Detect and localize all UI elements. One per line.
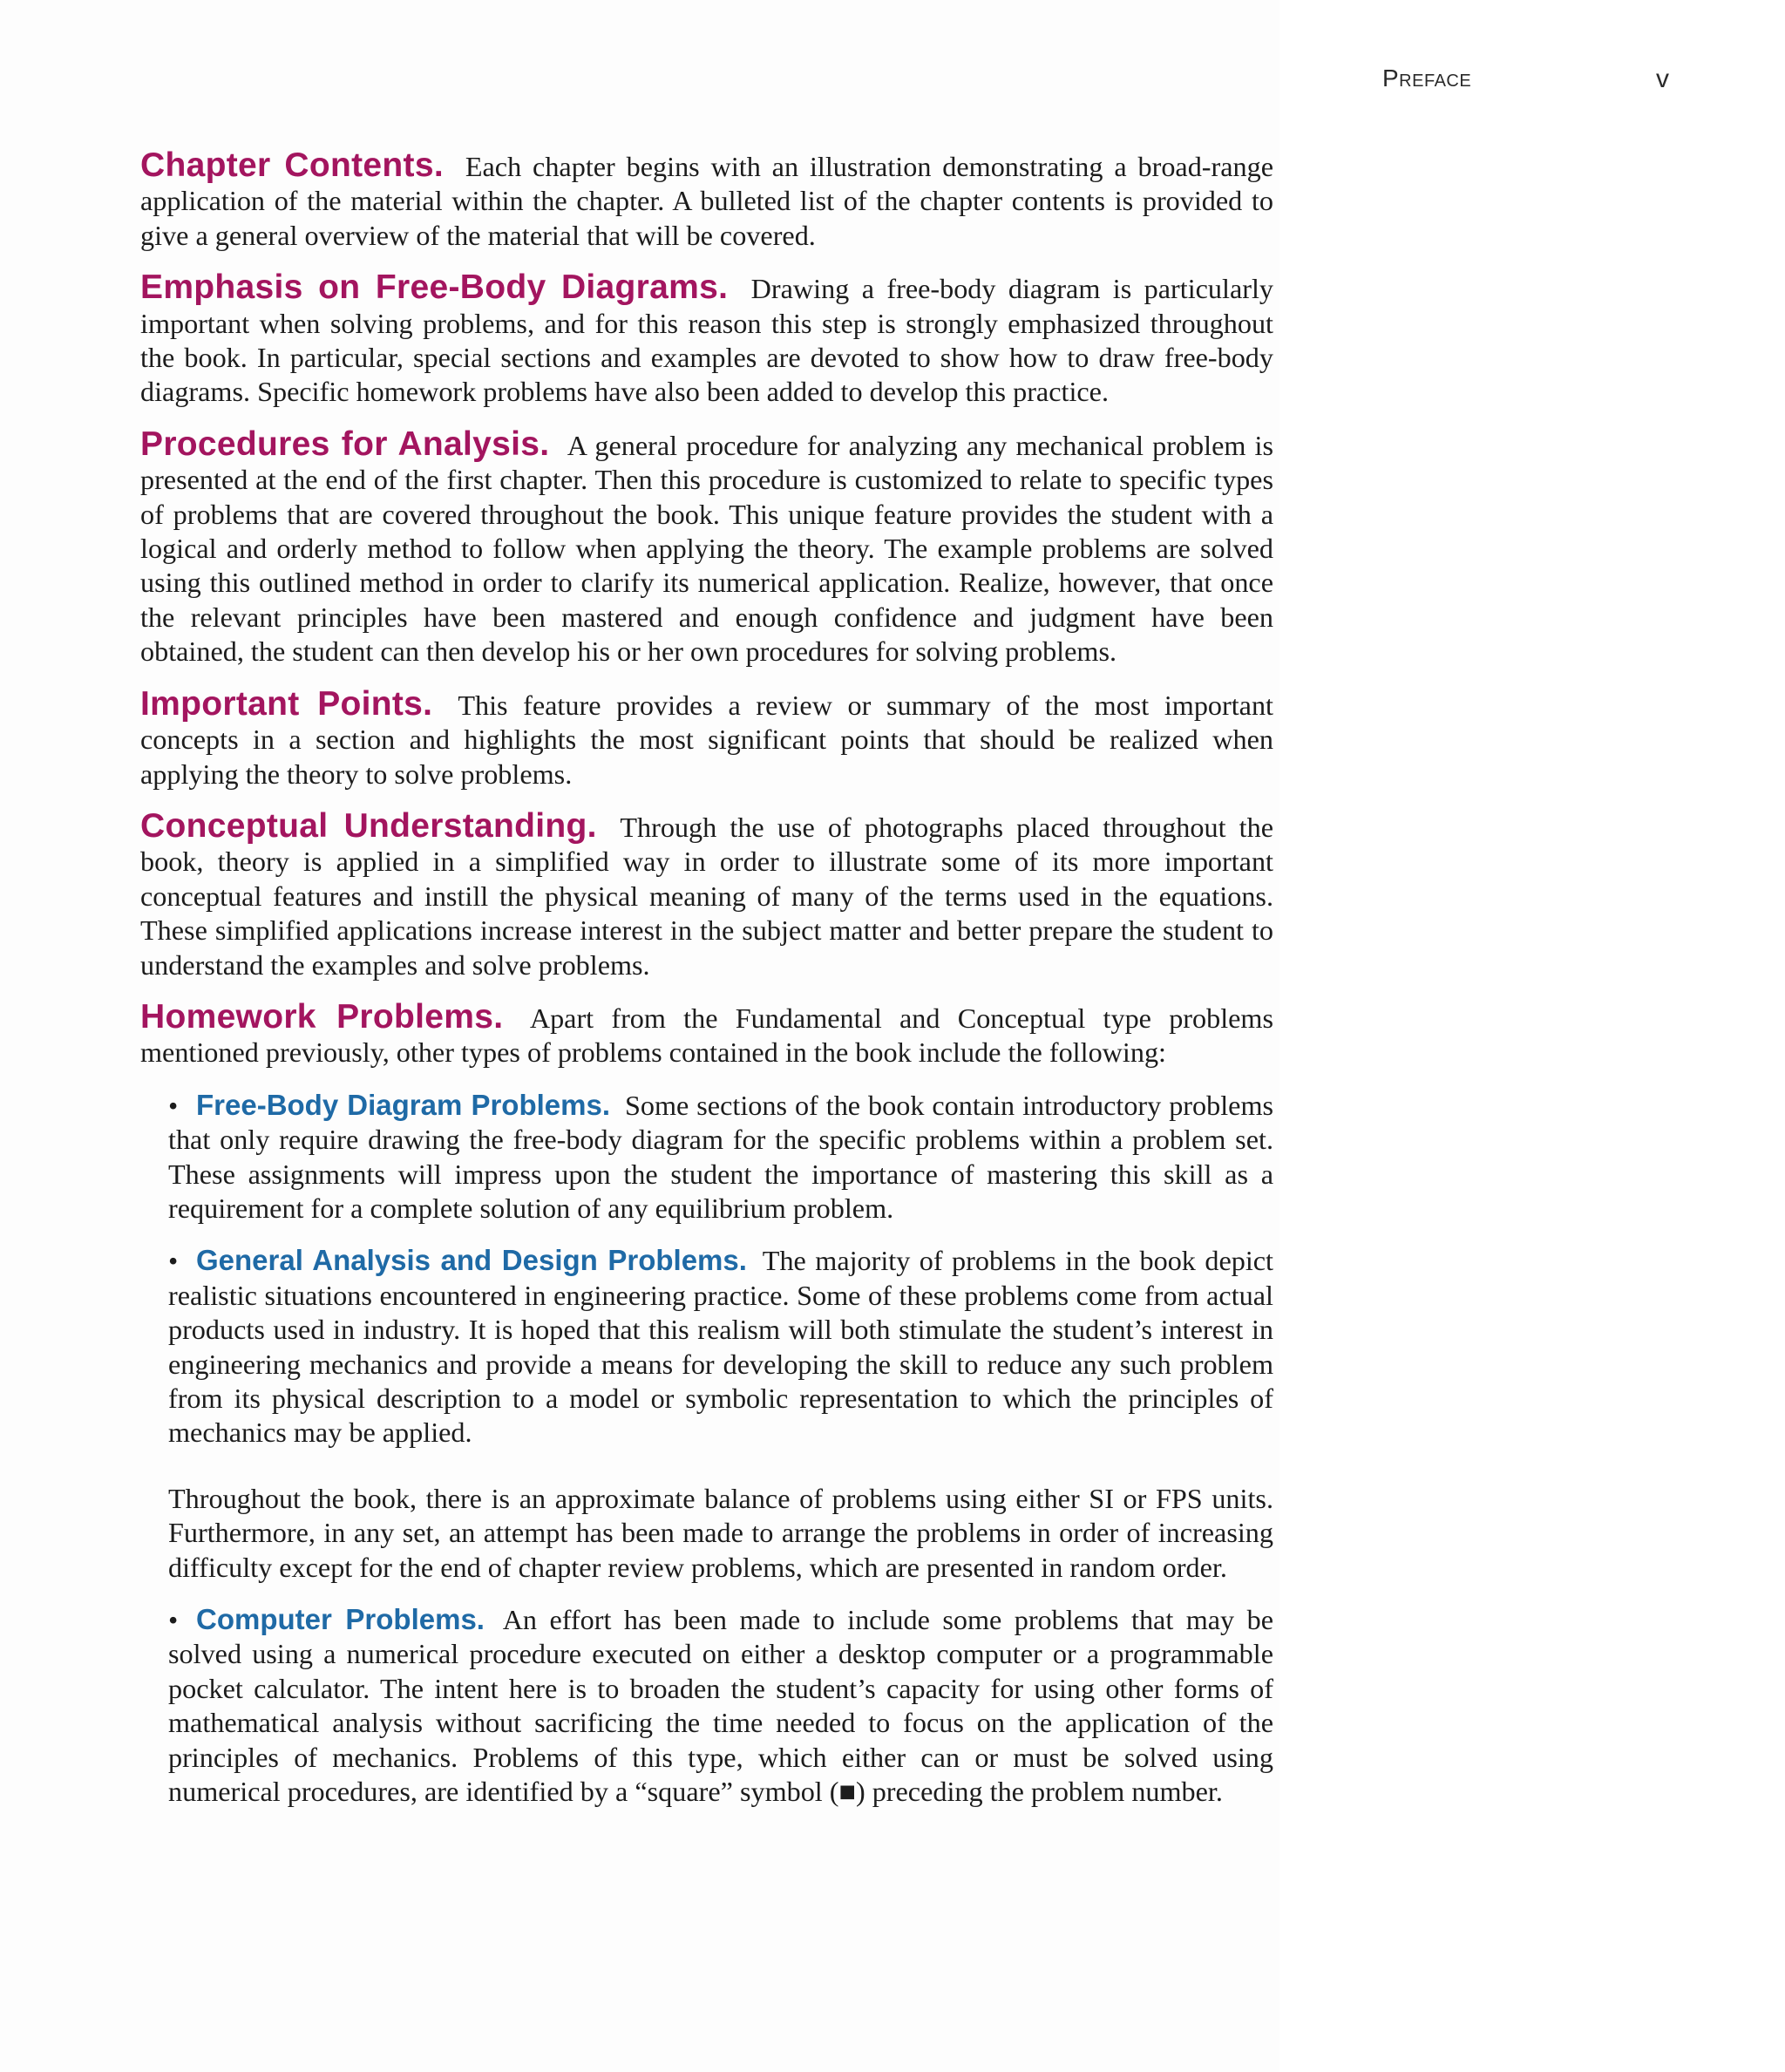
section-chapter-contents xyxy=(140,148,1273,253)
running-head xyxy=(0,65,1785,99)
running-head-section: Preface xyxy=(1382,65,1472,92)
balance-paragraph: Throughout the book, there is an approximate balance of problems using either SI or FPS units. Furthermore, in any set, an attempt has been made to arrange the problems in order of increasing difficulty except for the end of chapter review problems, which are presented in random order. xyxy=(168,1482,1273,1583)
page-body xyxy=(140,148,1273,1826)
bullet-computer-problems xyxy=(140,1602,1273,1809)
section-heading: Important Points. xyxy=(140,684,433,723)
bullet-heading: Free-Body Diagram Problems. xyxy=(196,1088,610,1121)
section-procedures-for-analysis xyxy=(140,427,1273,669)
section-text: This feature provides a review or summary of the most important concepts in a section and highlights the most significant points that should be realized when applying the theory to solve problems. xyxy=(140,689,1273,790)
bullet-free-body-diagram-problems xyxy=(140,1088,1273,1226)
bullet-marker: • xyxy=(168,1604,179,1636)
section-text: A general procedure for analyzing any mechanical problem is presented at the end of the first chapter. Then this procedure is customized to relate to specific types of problems that are covered throughout the book. This unique feature provides the student with a logical and orderly method to follow when applying the theory. The example problems are solved using this outlined method in order to clarify its numerical application. Realize, however, that once the relevant principles have been mastered and enough confidence and judgment have been obtained, the student can then develop his or her own procedures for solving problems. xyxy=(140,429,1274,668)
bullet-heading: General Analysis and Design Problems. xyxy=(196,1244,747,1277)
section-text: Drawing a free-body diagram is particularly important when solving problems, and for this reason this step is strongly emphasized throughout the book. In particular, special sections and examples are devoted to show how to draw free-body diagrams. Specific homework problems have also been added to develop this practice. xyxy=(140,273,1273,408)
bullet-general-analysis-design-problems xyxy=(140,1243,1273,1450)
page-number: v xyxy=(1656,65,1669,93)
section-text: Apart from the Fundamental and Conceptual type problems mentioned previously, other types of problems contained in the book include the following: xyxy=(140,1002,1273,1069)
section-conceptual-understanding xyxy=(140,806,1274,982)
bullet-heading: Computer Problems. xyxy=(196,1603,485,1636)
section-free-body-diagrams xyxy=(140,270,1273,410)
section-homework-problems xyxy=(140,997,1273,1070)
section-heading: Emphasis on Free-Body Diagrams. xyxy=(140,268,729,307)
section-important-points xyxy=(140,684,1273,791)
bullet-marker: • xyxy=(168,1245,179,1277)
section-heading: Homework Problems. xyxy=(140,997,504,1036)
section-heading: Procedures for Analysis. xyxy=(140,425,550,463)
section-text: Each chapter begins with an illustration demonstrating a broad-range application of the material within the chapter. A bulleted list of the chapter contents is provided to give a general overview of the material that will be covered. xyxy=(140,151,1273,251)
bullet-text: The majority of problems in the book depict realistic situations encountered in engineering practice. Some of these problems come from actual products used in industry. It is hoped that this realism will both stimulate the student’s interest in engineering mechanics and provide a means for developing the skill to reduce any such problem from its physical description to a model or symbolic representation to which the principles of mechanics may be applied. xyxy=(168,1245,1273,1449)
section-text: Through the use of photographs placed throughout the book, theory is applied in a simplified way in order to illustrate some of its more important conceptual features and instill the physical meaning of many of the terms used in the equations. These simplified applications increase interest in the subject matter and better prepare the student to understand the examples and solve problems. xyxy=(140,811,1274,981)
section-heading: Conceptual Understanding. xyxy=(140,806,597,845)
bullet-text: Some sections of the book contain introductory problems that only require drawing the free-body diagram for the specific problems within a problem set. These assignments will impress upon the student the importance of mastering this skill as a requirement for a complete solution of any equilibrium problem. xyxy=(168,1089,1274,1224)
section-heading: Chapter Contents. xyxy=(140,146,444,184)
bullet-text: An effort has been made to include some problems that may be solved using a numerical procedure executed on either a desktop computer or a programmable pocket calculator. The intent here is to broaden the student’s capacity for using other forms of mathematical analysis without sacrificing the time needed to focus on the application of the principles of mechanics. Problems of this type, which either can or must be solved using numerical procedures, are identified by a “square” symbol (■) preceding the problem number. xyxy=(168,1604,1273,1808)
bullet-marker: • xyxy=(168,1089,179,1121)
